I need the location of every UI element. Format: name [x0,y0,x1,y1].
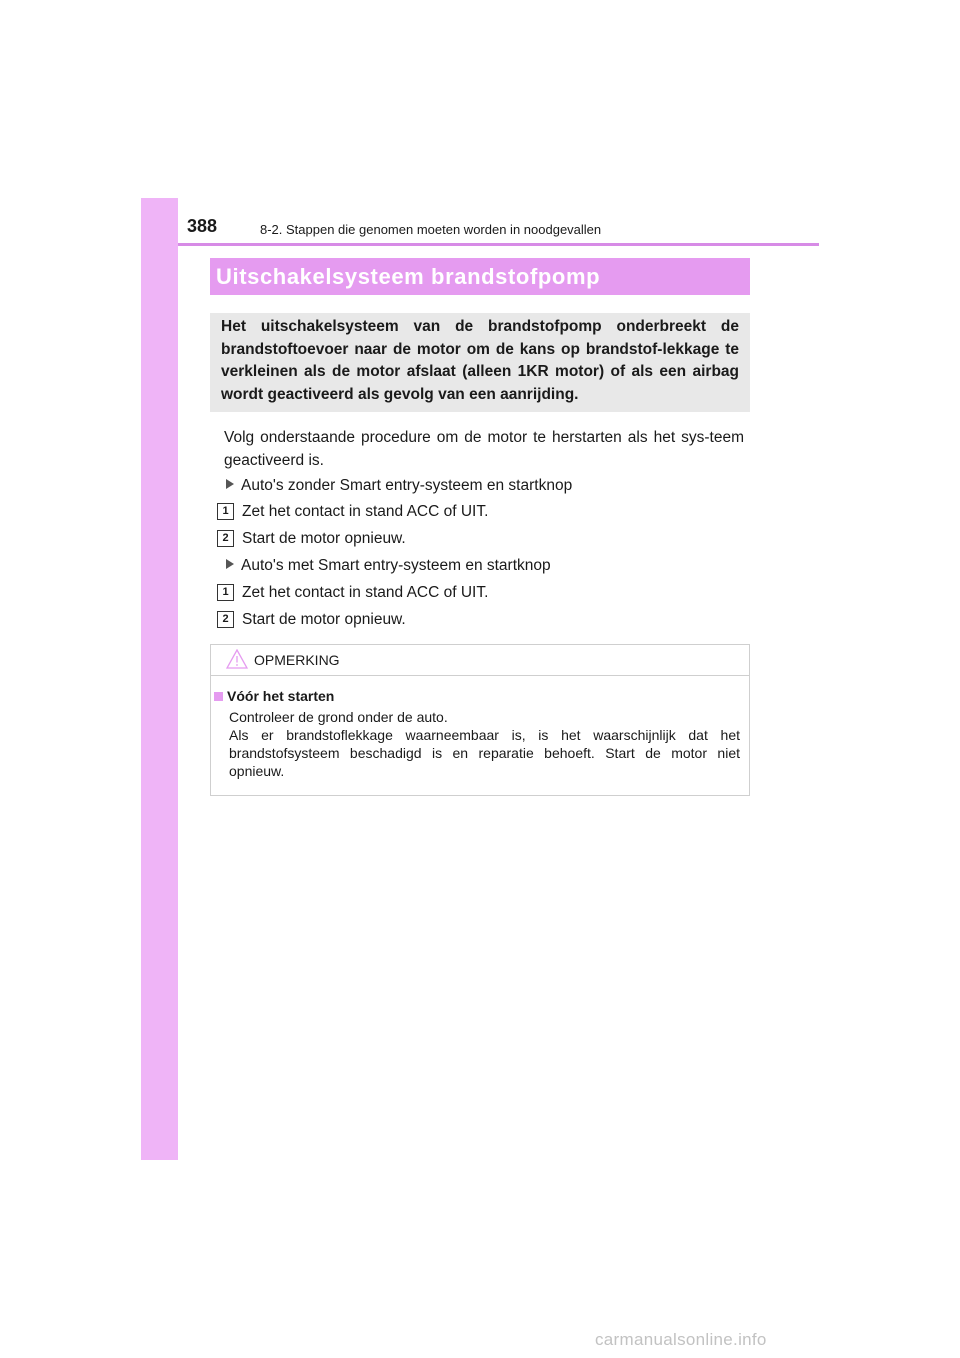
notice-box [210,644,750,796]
section-heading-text: Auto's zonder Smart entry-systeem en startknop [241,477,573,494]
page-number: 388 [187,216,218,236]
page-title: Uitschakelsysteem brandstofpomp [216,264,601,289]
notice-line: Controleer de grond onder de auto. [229,709,448,725]
step-number-badge: 2 [217,611,234,628]
step-number-badge: 1 [217,584,234,601]
procedure-text: Volg onderstaande procedure om de motor te herstarten als het sys-teem geactiveerd is. [224,429,744,469]
watermark[interactable]: carmanualsonline.info [595,1330,767,1349]
title-bar [210,258,750,295]
step-text: Start de motor opnieuw. [242,530,406,547]
step-text: Start de motor opnieuw. [242,611,406,628]
step-text: Zet het contact in stand ACC of UIT. [242,584,489,601]
square-icon [214,692,223,701]
triangle-right-icon [226,559,234,569]
intro-box [210,313,750,412]
section-heading-without-smart-entry [226,477,572,495]
notice-label: OPMERKING [254,652,340,668]
notice-heading [214,688,334,704]
header-rule [178,243,819,246]
step-text: Zet het contact in stand ACC of UIT. [242,503,489,520]
section-title: 8-2. Stappen die genomen moeten worden in noodgevallen [260,222,602,237]
triangle-right-icon [226,479,234,489]
notice-body [229,708,740,780]
intro-text: Het uitschakelsysteem van de brandstofpomp onderbreekt de brandstoftoevoer naar de motor om de kans op brandstof-lekkage te verkleinen als de motor afslaat (alleen 1KR motor) of als een airbag wordt geactiveerd als gevolg van een aanrijding. [221,318,739,403]
warning-triangle-icon [226,649,248,669]
section-heading-with-smart-entry [226,557,551,575]
section-heading-text: Auto's met Smart entry-systeem en startknop [241,557,551,574]
notice-line: Als er brandstoflekkage waarneembaar is, is het waarschijnlijk dat het brandstofsysteem beschadigd is en reparatie behoeft. Start de motor niet opnieuw. [229,727,740,779]
notice-heading-text: Vóór het starten [227,688,335,704]
side-strip [141,198,178,1160]
step-number-badge: 1 [217,503,234,520]
step-number-badge: 2 [217,530,234,547]
notice-header [211,645,749,676]
